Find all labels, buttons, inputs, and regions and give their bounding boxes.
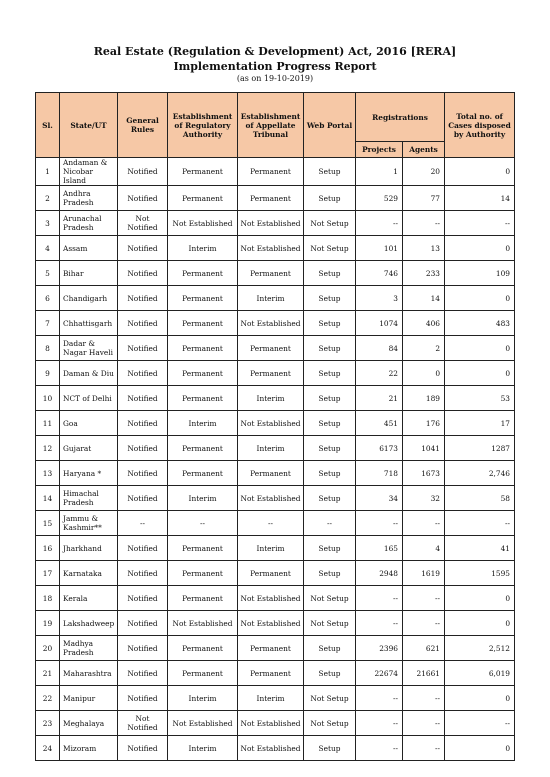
cell-state: Dadar & Nagar Haveli [60, 336, 118, 361]
cell-regulatory-authority: Interim [168, 686, 238, 711]
cell-state: Lakshadweep [60, 611, 118, 636]
cell-state: Mizoram [60, 736, 118, 761]
cell-state: NCT of Delhi [60, 386, 118, 411]
cell-cases: 0 [445, 736, 515, 761]
cell-regulatory-authority: Permanent [168, 586, 238, 611]
table-row [36, 661, 515, 686]
cell-cases: 0 [445, 336, 515, 361]
cell-appellate-tribunal: Permanent [238, 261, 304, 286]
cell-regulatory-authority: Not Established [168, 611, 238, 636]
cell-cases: 53 [445, 386, 515, 411]
cell-projects: 84 [356, 336, 403, 361]
cell-state: Haryana * [60, 461, 118, 486]
cell-rules: Notified [118, 536, 168, 561]
cell-projects: 101 [356, 236, 403, 261]
cell-cases: 2,746 [445, 461, 515, 486]
cell-projects: 34 [356, 486, 403, 511]
cell-rules: Notified [118, 636, 168, 661]
cell-projects: 2948 [356, 561, 403, 586]
cell-rules: Notified [118, 586, 168, 611]
cell-regulatory-authority: Permanent [168, 661, 238, 686]
cell-sl: 15 [36, 511, 60, 536]
cell-rules: Notified [118, 686, 168, 711]
cell-projects: -- [356, 586, 403, 611]
header-cases-disposed: Total no. of Cases disposed by Authority [445, 93, 515, 158]
cell-regulatory-authority: Permanent [168, 186, 238, 211]
cell-cases: 0 [445, 286, 515, 311]
report-title: Real Estate (Regulation & Development) Act, 2016 [RERA] [93, 45, 457, 58]
table-row [36, 211, 515, 236]
table-row [36, 736, 515, 761]
cell-sl: 24 [36, 736, 60, 761]
cell-appellate-tribunal: Not Established [238, 236, 304, 261]
cell-sl: 13 [36, 461, 60, 486]
cell-rules: Not Notified [118, 211, 168, 236]
cell-sl: 20 [36, 636, 60, 661]
cell-web-portal: Setup [304, 461, 356, 486]
report-date: (as on 19-10-2019) [236, 74, 314, 83]
cell-agents: 77 [403, 186, 445, 211]
cell-appellate-tribunal: Not Established [238, 586, 304, 611]
cell-agents: -- [403, 736, 445, 761]
cell-cases: 41 [445, 536, 515, 561]
cell-appellate-tribunal: Permanent [238, 186, 304, 211]
cell-agents: 406 [403, 311, 445, 336]
cell-sl: 17 [36, 561, 60, 586]
cell-projects: -- [356, 611, 403, 636]
cell-appellate-tribunal: Permanent [238, 336, 304, 361]
cell-agents: -- [403, 211, 445, 236]
cell-agents: 1619 [403, 561, 445, 586]
header-web-portal: Web Portal [304, 93, 356, 158]
cell-appellate-tribunal: Interim [238, 536, 304, 561]
cell-sl: 6 [36, 286, 60, 311]
cell-agents: -- [403, 711, 445, 736]
table-row [36, 386, 515, 411]
table-row [36, 686, 515, 711]
cell-rules: Notified [118, 611, 168, 636]
cell-appellate-tribunal: Not Established [238, 486, 304, 511]
cell-sl: 5 [36, 261, 60, 286]
cell-appellate-tribunal: Permanent [238, 361, 304, 386]
cell-appellate-tribunal: -- [238, 511, 304, 536]
cell-agents: 32 [403, 486, 445, 511]
cell-sl: 18 [36, 586, 60, 611]
cell-sl: 19 [36, 611, 60, 636]
cell-projects: 1074 [356, 311, 403, 336]
cell-cases: 0 [445, 586, 515, 611]
cell-appellate-tribunal: Not Established [238, 211, 304, 236]
cell-state: Bihar [60, 261, 118, 286]
cell-sl: 21 [36, 661, 60, 686]
cell-state: Meghalaya [60, 711, 118, 736]
cell-rules: Notified [118, 736, 168, 761]
cell-cases: 483 [445, 311, 515, 336]
cell-sl: 7 [36, 311, 60, 336]
cell-cases: 6,019 [445, 661, 515, 686]
cell-rules: -- [118, 511, 168, 536]
cell-agents: 233 [403, 261, 445, 286]
cell-sl: 12 [36, 436, 60, 461]
cell-rules: Notified [118, 486, 168, 511]
cell-projects: 746 [356, 261, 403, 286]
cell-projects: 22674 [356, 661, 403, 686]
cell-regulatory-authority: Permanent [168, 311, 238, 336]
cell-appellate-tribunal: Not Established [238, 711, 304, 736]
cell-state: Gujarat [60, 436, 118, 461]
cell-appellate-tribunal: Permanent [238, 636, 304, 661]
cell-state: Chandigarh [60, 286, 118, 311]
cell-sl: 2 [36, 186, 60, 211]
cell-cases: 14 [445, 186, 515, 211]
cell-agents: -- [403, 686, 445, 711]
cell-web-portal: Setup [304, 661, 356, 686]
cell-regulatory-authority: -- [168, 511, 238, 536]
cell-rules: Notified [118, 361, 168, 386]
cell-web-portal: Setup [304, 186, 356, 211]
cell-sl: 16 [36, 536, 60, 561]
table-row [36, 636, 515, 661]
table-row [36, 286, 515, 311]
cell-regulatory-authority: Permanent [168, 561, 238, 586]
cell-web-portal: Setup [304, 561, 356, 586]
cell-agents: 0 [403, 361, 445, 386]
cell-web-portal: -- [304, 511, 356, 536]
cell-regulatory-authority: Permanent [168, 361, 238, 386]
table-row [36, 186, 515, 211]
table-row [36, 611, 515, 636]
cell-rules: Notified [118, 236, 168, 261]
cell-rules: Notified [118, 411, 168, 436]
table-row [36, 158, 515, 186]
cell-regulatory-authority: Permanent [168, 286, 238, 311]
cell-state: Assam [60, 236, 118, 261]
cell-web-portal: Setup [304, 436, 356, 461]
cell-appellate-tribunal: Permanent [238, 561, 304, 586]
cell-web-portal: Setup [304, 286, 356, 311]
cell-rules: Notified [118, 461, 168, 486]
table-row [36, 411, 515, 436]
cell-appellate-tribunal: Permanent [238, 158, 304, 186]
cell-web-portal: Setup [304, 386, 356, 411]
cell-appellate-tribunal: Not Established [238, 411, 304, 436]
cell-regulatory-authority: Permanent [168, 386, 238, 411]
cell-agents: 1041 [403, 436, 445, 461]
cell-projects: -- [356, 711, 403, 736]
report-subtitle: Implementation Progress Report [173, 60, 377, 73]
cell-rules: Notified [118, 661, 168, 686]
cell-projects: -- [356, 686, 403, 711]
header-projects: Projects [356, 142, 403, 158]
table-row [36, 711, 515, 736]
cell-state: Goa [60, 411, 118, 436]
cell-web-portal: Setup [304, 411, 356, 436]
cell-rules: Notified [118, 436, 168, 461]
cell-sl: 1 [36, 158, 60, 186]
table-row [36, 586, 515, 611]
header-appellate-tribunal: Establishment of Appellate Tribunal [238, 93, 304, 158]
table-row [36, 236, 515, 261]
cell-state: Kerala [60, 586, 118, 611]
cell-sl: 14 [36, 486, 60, 511]
table-row [36, 536, 515, 561]
cell-sl: 10 [36, 386, 60, 411]
cell-projects: 529 [356, 186, 403, 211]
cell-appellate-tribunal: Interim [238, 436, 304, 461]
cell-cases: 0 [445, 686, 515, 711]
header-rules: General Rules [118, 93, 168, 158]
cell-projects: 165 [356, 536, 403, 561]
cell-rules: Notified [118, 158, 168, 186]
table-row [36, 311, 515, 336]
cell-regulatory-authority: Permanent [168, 536, 238, 561]
cell-cases: 109 [445, 261, 515, 286]
cell-state: Chhattisgarh [60, 311, 118, 336]
cell-state: Madhya Pradesh [60, 636, 118, 661]
cell-projects: 451 [356, 411, 403, 436]
cell-agents: 20 [403, 158, 445, 186]
cell-projects: 22 [356, 361, 403, 386]
cell-agents: 176 [403, 411, 445, 436]
cell-appellate-tribunal: Permanent [238, 461, 304, 486]
cell-appellate-tribunal: Not Established [238, 311, 304, 336]
cell-regulatory-authority: Interim [168, 411, 238, 436]
cell-cases: 1287 [445, 436, 515, 461]
cell-state: Andhra Pradesh [60, 186, 118, 211]
cell-appellate-tribunal: Not Established [238, 736, 304, 761]
rera-progress-table [35, 92, 515, 761]
cell-web-portal: Setup [304, 361, 356, 386]
cell-web-portal: Not Setup [304, 686, 356, 711]
cell-state: Maharashtra [60, 661, 118, 686]
cell-web-portal: Setup [304, 336, 356, 361]
cell-projects: 3 [356, 286, 403, 311]
cell-sl: 23 [36, 711, 60, 736]
cell-agents: 189 [403, 386, 445, 411]
cell-regulatory-authority: Interim [168, 736, 238, 761]
cell-rules: Notified [118, 261, 168, 286]
cell-projects: -- [356, 211, 403, 236]
cell-web-portal: Not Setup [304, 211, 356, 236]
cell-cases: -- [445, 511, 515, 536]
cell-web-portal: Setup [304, 158, 356, 186]
cell-projects: -- [356, 511, 403, 536]
cell-web-portal: Not Setup [304, 236, 356, 261]
header-regulatory-authority: Establishment of Regulatory Authority [168, 93, 238, 158]
cell-agents: 14 [403, 286, 445, 311]
cell-projects: 1 [356, 158, 403, 186]
cell-state: Jammu & Kashmir** [60, 511, 118, 536]
cell-state: Manipur [60, 686, 118, 711]
cell-web-portal: Setup [304, 261, 356, 286]
header-state: State/UT [60, 93, 118, 158]
table-row [36, 336, 515, 361]
cell-appellate-tribunal: Interim [238, 286, 304, 311]
cell-projects: 2396 [356, 636, 403, 661]
cell-rules: Notified [118, 336, 168, 361]
cell-rules: Notified [118, 286, 168, 311]
table-row [36, 461, 515, 486]
cell-cases: 2,512 [445, 636, 515, 661]
cell-agents: 2 [403, 336, 445, 361]
cell-regulatory-authority: Interim [168, 486, 238, 511]
cell-cases: 17 [445, 411, 515, 436]
cell-regulatory-authority: Not Established [168, 711, 238, 736]
cell-projects: 6173 [356, 436, 403, 461]
table-row [36, 436, 515, 461]
cell-agents: -- [403, 511, 445, 536]
header-agents: Agents [403, 142, 445, 158]
cell-appellate-tribunal: Not Established [238, 611, 304, 636]
cell-sl: 3 [36, 211, 60, 236]
cell-web-portal: Setup [304, 486, 356, 511]
cell-sl: 22 [36, 686, 60, 711]
cell-regulatory-authority: Permanent [168, 636, 238, 661]
cell-regulatory-authority: Permanent [168, 158, 238, 186]
table-row [36, 511, 515, 536]
cell-web-portal: Not Setup [304, 711, 356, 736]
cell-agents: 1673 [403, 461, 445, 486]
cell-rules: Notified [118, 311, 168, 336]
cell-cases: 1595 [445, 561, 515, 586]
cell-agents: 621 [403, 636, 445, 661]
cell-projects: 718 [356, 461, 403, 486]
cell-rules: Notified [118, 561, 168, 586]
table-row [36, 561, 515, 586]
cell-web-portal: Setup [304, 736, 356, 761]
cell-state: Arunachal Pradesh [60, 211, 118, 236]
cell-state: Andaman & Nicobar Island [60, 158, 118, 186]
cell-agents: 4 [403, 536, 445, 561]
cell-state: Daman & Diu [60, 361, 118, 386]
cell-sl: 11 [36, 411, 60, 436]
cell-regulatory-authority: Permanent [168, 336, 238, 361]
cell-agents: -- [403, 611, 445, 636]
cell-appellate-tribunal: Interim [238, 686, 304, 711]
cell-appellate-tribunal: Interim [238, 386, 304, 411]
cell-appellate-tribunal: Permanent [238, 661, 304, 686]
table-row [36, 261, 515, 286]
cell-cases: -- [445, 711, 515, 736]
cell-web-portal: Setup [304, 311, 356, 336]
cell-rules: Notified [118, 186, 168, 211]
cell-regulatory-authority: Permanent [168, 261, 238, 286]
cell-regulatory-authority: Not Established [168, 211, 238, 236]
cell-sl: 8 [36, 336, 60, 361]
cell-web-portal: Setup [304, 536, 356, 561]
cell-agents: -- [403, 586, 445, 611]
cell-cases: 0 [445, 361, 515, 386]
cell-state: Jharkhand [60, 536, 118, 561]
cell-cases: 0 [445, 236, 515, 261]
cell-agents: 13 [403, 236, 445, 261]
cell-rules: Notified [118, 386, 168, 411]
cell-state: Karnataka [60, 561, 118, 586]
cell-projects: 21 [356, 386, 403, 411]
cell-web-portal: Setup [304, 636, 356, 661]
header-registrations: Registrations [356, 93, 445, 142]
table-row [36, 361, 515, 386]
cell-cases: 0 [445, 158, 515, 186]
cell-web-portal: Not Setup [304, 611, 356, 636]
cell-cases: 58 [445, 486, 515, 511]
cell-web-portal: Not Setup [304, 586, 356, 611]
cell-regulatory-authority: Interim [168, 236, 238, 261]
cell-rules: Not Notified [118, 711, 168, 736]
table-row [36, 486, 515, 511]
cell-cases: -- [445, 211, 515, 236]
cell-regulatory-authority: Permanent [168, 461, 238, 486]
cell-agents: 21661 [403, 661, 445, 686]
cell-regulatory-authority: Permanent [168, 436, 238, 461]
cell-projects: -- [356, 736, 403, 761]
cell-sl: 4 [36, 236, 60, 261]
cell-sl: 9 [36, 361, 60, 386]
header-sl: Sl. [36, 93, 60, 158]
cell-state: Himachal Pradesh [60, 486, 118, 511]
cell-cases: 0 [445, 611, 515, 636]
